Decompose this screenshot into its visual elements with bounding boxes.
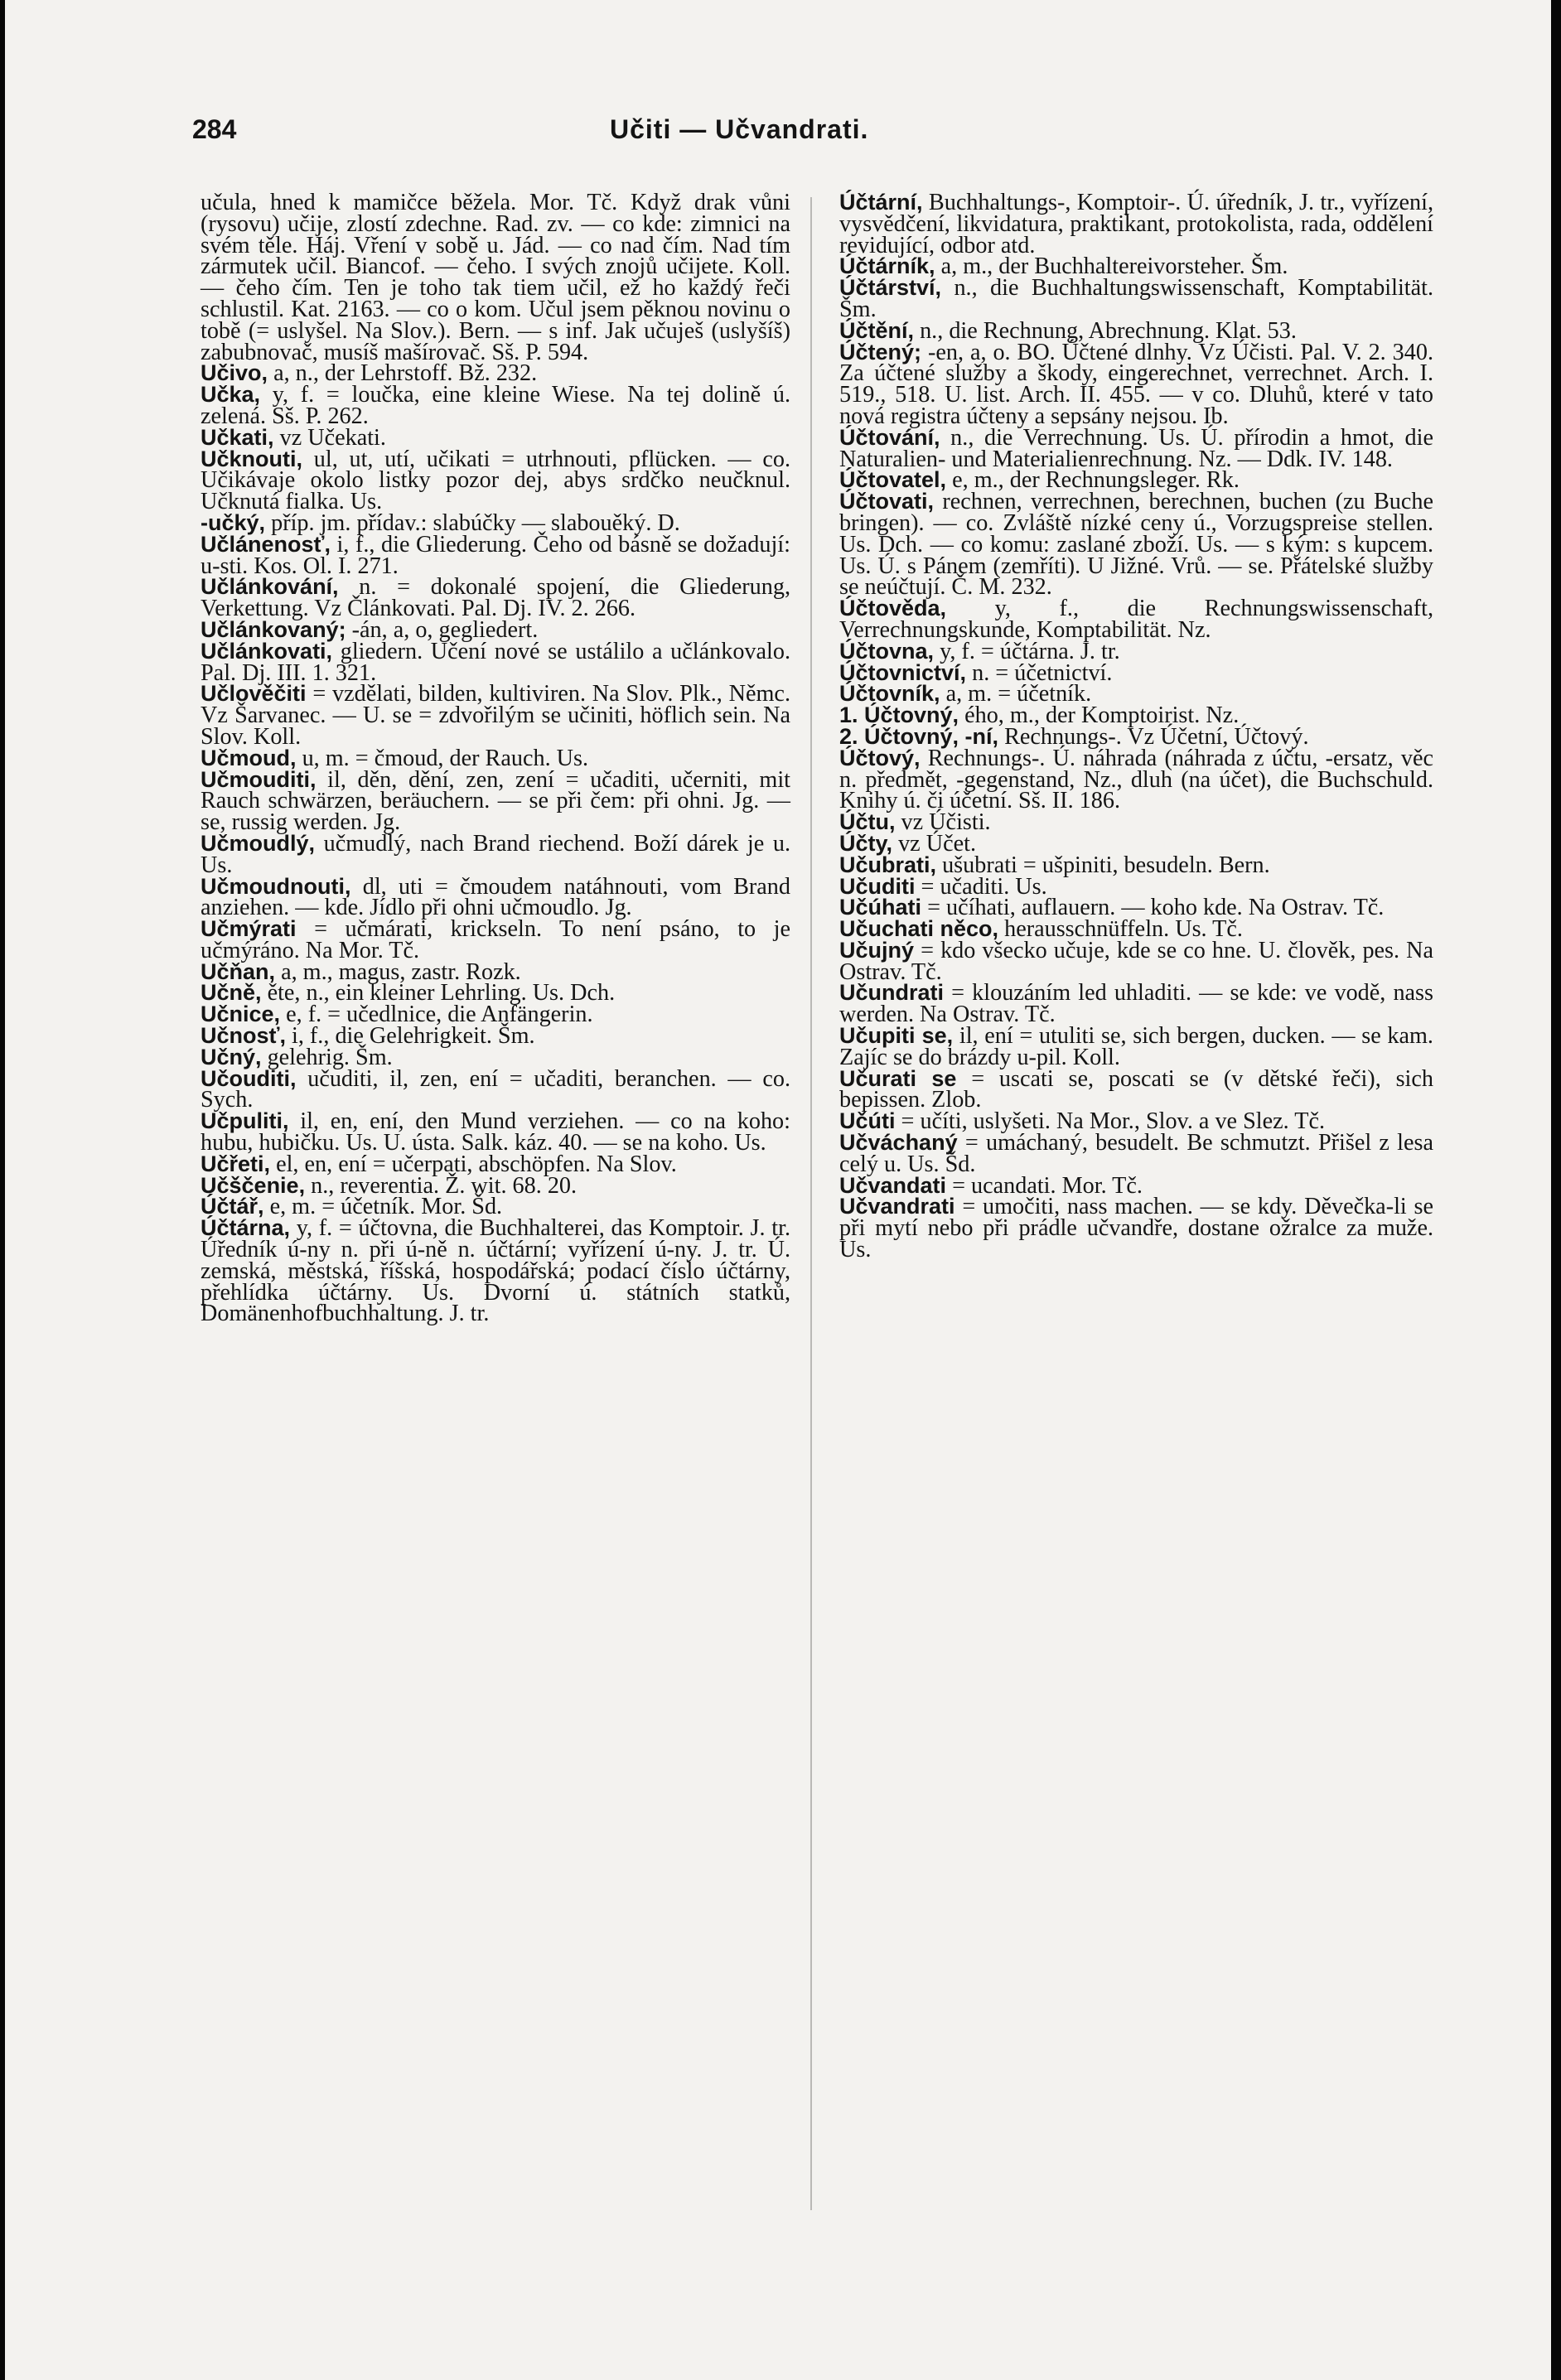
entry-headword: Účtárník, (839, 253, 935, 279)
entry-text: e, m. = účetník. Mor. Šd. (263, 1194, 503, 1220)
entry-headword: Učlánkování, (201, 574, 339, 600)
entry-headword: Učlánkovaný; (201, 616, 346, 642)
dictionary-entry (201, 681, 790, 750)
entry-text: = učíti, uslyšeti. Na Mor., Slov. a ve Slez. Tč. (895, 1108, 1326, 1135)
entry-headword: Učpuliti, (201, 1108, 289, 1134)
entry-headword: Učknouti, (201, 446, 303, 471)
dictionary-entry (839, 1132, 1433, 1176)
entry-text: učula, hned k mamičce běžela. Mor. Tč. Když drak vůni (rysovu) učije, zlostí zdechne. Rad. zv. — co kde: zimnici na svém těle. Háj. Vření v sobě u. Jád. — co nad čím. Nad tím zármutek učil. Biancof. — čeho. I svých znojů učijete. Koll. — čeho čím. Ten je toho tak tiem učil, ež ho každý řeči schlustil. Kat. 2163. — co o kom. Učul jsem pěknou novinu o tobě (= uslyšel. Na Slov.). Bern. — s inf. Jak učuješ (uslyšíš) zabubnovač, musíš mašírovač. Sš. P. 594. (201, 190, 790, 365)
entry-text: = učíhati, auflauern. — koho kde. Na Ostrav. Tč. (921, 895, 1385, 921)
dictionary-entry (201, 1065, 790, 1113)
entry-headword: -učký, (201, 509, 266, 535)
entry-text: a, m., magus, zastr. Rozk. (275, 958, 521, 985)
entry-text: i, f., die Gelehrigkeit. Šm. (285, 1023, 535, 1050)
entry-text: gliedern. Učení nové se ustálilo a učlánkovalo. Pal. Dj. III. 1. 321. (201, 638, 790, 686)
dictionary-entry (839, 424, 1433, 472)
entry-text: e, f. = učedlnice, die Anfängerin. (280, 1002, 593, 1028)
entry-text: a, m. = účetník. (940, 681, 1092, 707)
dictionary-entry (839, 937, 1433, 985)
entry-text: n., die Buchhaltungswissenschaft, Komptabilität. Šm. (839, 275, 1433, 322)
entry-headword: Účtář, (201, 1194, 264, 1219)
entry-text: herausschnüffeln. Us. Tč. (998, 916, 1243, 943)
entry-text: Rechnungs-. Ú. náhrada (náhrada z účtu, -ersatz, věc n. předmět, -gegenstand, Nz., dluh (na účet), die Buchschuld. Knihy ú. či účetní. Sš. II. 186. (839, 745, 1433, 814)
dictionary-entry (201, 638, 790, 686)
entry-headword: Učouditi, (201, 1065, 297, 1091)
entry-text: il, děn, dění, zen, zení = učaditi, učerniti, mit Rauch schwärzen, beräuchern. — se při čem: při ohni. Jg. — se, russig werden. Jg. (201, 766, 790, 836)
entry-headword: Učvandati (839, 1172, 947, 1198)
right-column (839, 192, 1433, 1261)
column-divider (810, 197, 812, 2210)
entry-headword: Učný, (201, 1044, 262, 1069)
dictionary-entry (201, 916, 790, 963)
entry-text: = učmárati, krickseln. To není psáno, to je učmýráno. Na Mor. Tč. (201, 916, 790, 963)
entry-headword: Učnosť, (201, 1023, 286, 1049)
entry-text: n., die Verrechnung. Us. Ú. přírodin a hmot, die Naturalien- und Materialienrechnung. Nz. — Ddk. IV. 148. (839, 424, 1433, 472)
entry-headword: Učivo, (201, 360, 268, 386)
entry-text: y, f. = loučka, eine kleine Wiese. Na tej dolině ú. zelená. Sš. P. 262. (201, 382, 790, 429)
entry-text: ušubrati = ušpiniti, besudeln. Bern. (936, 852, 1270, 878)
entry-headword: Učmoudlý, (201, 830, 316, 856)
entry-headword: 2. Účtovný, -ní, (839, 723, 999, 749)
entry-text: rechnen, verrechnen, berechnen, buchen (zu Buche bringen). — co. Zvláště nízké ceny ú., Vorzugspreise stellen. Us. Dch. — co komu: zaslané zboží. Us. — s kým: s kupcem. Us. Ú. s Pánem (zemříti). U Jižné. Vrů. — se. Přátelské služby se neúčtují. Č. M. 232. (839, 489, 1433, 601)
entry-headword: Učuditi (839, 873, 916, 899)
entry-headword: Učváchaný (839, 1130, 958, 1156)
entry-headword: Učkati, (201, 424, 274, 450)
entry-text: = kdo všecko učuje, kde se co hne. U. člověk, pes. Na Ostrav. Tč. (839, 937, 1433, 985)
entry-headword: Učúti (839, 1108, 896, 1134)
entry-headword: Učmoud, (201, 745, 297, 770)
entry-headword: Účtověda, (839, 596, 947, 621)
entry-text: = ucandati. Mor. Tč. (946, 1172, 1143, 1199)
entry-text: a, m., der Buchhaltereivorsteher. Šm. (935, 253, 1288, 280)
entry-text: vz Učekati. (273, 424, 386, 451)
dictionary-entry (201, 531, 790, 579)
entry-text: e, m., der Rechnungsleger. Rk. (946, 467, 1240, 494)
entry-text: učmudlý, nach Brand riechend. Boží dárek je u. Us. (201, 830, 790, 878)
dictionary-entry (201, 1215, 790, 1327)
dictionary-entry (839, 745, 1433, 814)
entry-text: příp. jm. přídav.: slabúčky — slabouěký. D. (265, 509, 680, 536)
left-column (201, 192, 790, 1325)
dictionary-page (5, 0, 1551, 2380)
entry-text: ého, m., der Komptoirist. Nz. (959, 702, 1240, 729)
dictionary-entry (839, 489, 1433, 601)
dictionary-entry (201, 384, 790, 427)
dictionary-entry (201, 766, 790, 836)
entry-headword: Účtený; (839, 339, 922, 364)
entry-text: -en, a, o. BO. Účtené dlnhy. Vz Účisti. Pal. V. 2. 340. Za účtené služby a škody, eingerechnet, verrechnet. Arch. I. 519., 518. U. list. Arch. II. 455. — v co. Dluhů, které v tato nová registra účteny a sepsány nejsou. Ib. (839, 339, 1433, 429)
entry-headword: Učlánkovati, (201, 638, 333, 664)
entry-text: il, en, ení, den Mund verziehen. — co na koho: hubu, hubičku. Us. U. ústa. Salk. káz. 40. — se na koho. Us. (201, 1108, 790, 1156)
entry-text: ěte, n., ein kleiner Lehrling. Us. Dch. (261, 980, 616, 1007)
entry-headword: Učlánenosť, (201, 531, 331, 557)
page-number: 284 (192, 114, 237, 144)
entry-headword: Učurati se (839, 1065, 957, 1091)
entry-headword: Učřeti, (201, 1151, 271, 1176)
entry-text: a, n., der Lehrstoff. Bž. 232. (268, 360, 538, 387)
entry-headword: Učujný (839, 937, 915, 963)
entry-text: dl, uti = čmoudem natáhnouti, vom Brand anziehen. — kde. Jídlo při ohni učmoudlo. Jg. (201, 873, 790, 921)
entry-headword: Učmýrati (201, 916, 297, 942)
running-title: Učiti — Učvandrati. (610, 114, 869, 144)
entry-text: = umáchaný, besudelt. Be schmutzt. Přišel z lesa celý u. Us. Šd. (839, 1130, 1433, 1177)
entry-text: vz Účet. (892, 830, 976, 857)
entry-headword: Učuchati něco, (839, 916, 999, 942)
entry-text: ul, ut, utí, učikati = utrhnouti, pflücken. — co. Učikávaje okolo listky pozor dej, abys srdčko neučknul. Učknutá fialka. Us. (201, 446, 790, 515)
entry-headword: Učmoudnouti, (201, 873, 351, 899)
entry-headword: Učúhati (839, 895, 922, 920)
entry-headword: Účtu, (839, 809, 896, 835)
entry-headword: Účtění, (839, 317, 915, 343)
entry-headword: Účty, (839, 830, 893, 856)
entry-text: u, m. = čmoud, der Rauch. Us. (296, 745, 589, 771)
entry-headword: Učupiti se, (839, 1023, 954, 1049)
entry-headword: Účtování, (839, 424, 940, 450)
entry-headword: Učmouditi, (201, 766, 317, 792)
entry-headword: Účtovník, (839, 681, 940, 707)
entry-text: n. = účetnictví. (966, 659, 1113, 686)
entry-headword: Učňan, (201, 958, 276, 984)
entry-headword: Účtový, (839, 745, 921, 770)
entry-text: = učaditi. Us. (915, 873, 1047, 900)
entry-text: = klouzáním led uhladiti. — se kde: ve vodě, nass werden. Na Ostrav. Tč. (839, 980, 1433, 1028)
entry-headword: Účtovatel, (839, 467, 947, 493)
entry-text: = uscati se, poscati se (v dětské řeči), sich bepissen. Zlob. (839, 1065, 1433, 1113)
entry-headword: Účtovna, (839, 638, 935, 664)
entry-text: il, ení = utuliti se, sich bergen, ducken. — se kam. Zajíc se do brázdy u-pil. Koll. (839, 1023, 1433, 1070)
entry-text: Buchhaltungs-, Komptoir-. Ú. úředník, J. tr., vyřízení, vysvědčení, likvidatura, praktikant, protokolista, rada, oddělení revidující, odbor atd. (839, 190, 1433, 258)
entry-text: n., die Rechnung, Abrechnung. Klat. 53. (914, 317, 1297, 344)
entry-text: y, f., die Rechnungswissenschaft, Verrechnungskunde, Komptabilität. Nz. (839, 596, 1433, 643)
dictionary-entry (201, 446, 790, 515)
dictionary-entry (839, 1065, 1433, 1113)
entry-text: vz Účisti. (895, 809, 991, 836)
entry-text: gelehrig. Šm. (261, 1044, 393, 1070)
entry-headword: Učlověčiti (201, 681, 307, 707)
entry-headword: Účtárna, (201, 1215, 291, 1241)
entry-headword: Učvandrati (839, 1194, 955, 1219)
dictionary-entry (201, 192, 790, 363)
dictionary-entry (839, 1023, 1433, 1070)
entry-headword: Účtovnictví, (839, 659, 967, 685)
entry-text: = umočiti, nass machen. — se kdy. Děvečka-li se při mytí nebo při prádle učvandře, dostane ožralce za muže. Us. (839, 1194, 1433, 1263)
dictionary-entry (839, 192, 1433, 256)
dictionary-entry (201, 830, 790, 878)
entry-text: y, f. = účtovna, die Buchhalterei, das Komptoir. J. tr. Úředník ú-ny n. při ú-ně n. účtární; vyřízení ú-ny. J. tr. Ú. zemská, městská, říšská, hospodářská; podací číslo účtárny, přehlídka účtárny. Us. Dvorní ú. státních statků, Domänenhofbuchhaltung. J. tr. (201, 1215, 790, 1327)
entry-headword: 1. Účtovný, (839, 702, 959, 728)
entry-headword: Učubrati, (839, 852, 937, 877)
entry-headword: Účtární, (839, 190, 923, 215)
entry-headword: Učnice, (201, 1002, 281, 1027)
dictionary-entry (839, 982, 1433, 1026)
entry-headword: Účtovati, (839, 489, 935, 514)
entry-text: Rechnungs-. Vz Účetní, Účtový. (998, 723, 1309, 750)
entry-text: n. = dokonalé spojení, die Gliederung, Verkettung. Vz Článkovati. Pal. Dj. IV. 2. 266. (201, 574, 790, 622)
entry-text: učuditi, il, zen, ení = učaditi, beranchen. — co. Sych. (201, 1065, 790, 1113)
entry-text: y, f. = účtárna. J. tr. (934, 638, 1120, 664)
dictionary-entry (839, 1194, 1433, 1263)
entry-text: = vzdělati, bilden, kultiviren. Na Slov. Plk., Němc. Vz Šarvanec. — U. se = zdvořilým se učiniti, höflich sein. Na Slov. Koll. (201, 681, 790, 750)
entry-headword: Učka, (201, 382, 261, 408)
page-header (5, 98, 1551, 156)
entry-text: n., reverentia. Ž. wit. 68. 20. (305, 1172, 578, 1199)
entry-text: el, en, ení = učerpati, abschöpfen. Na Slov. (270, 1151, 677, 1177)
entry-headword: Účtárství, (839, 275, 942, 301)
entry-headword: Učně, (201, 980, 262, 1006)
dictionary-entry (839, 275, 1433, 322)
entry-text: i, f., die Gliederung. Čeho od básně se dožadují: u-sti. Kos. Ol. I. 271. (201, 531, 790, 579)
dictionary-entry (201, 873, 790, 921)
entry-headword: Učundrati (839, 980, 945, 1006)
dictionary-entry (201, 574, 790, 622)
dictionary-entry (839, 598, 1433, 641)
dictionary-entry (201, 1108, 790, 1156)
entry-text: -án, a, o, gegliedert. (346, 616, 539, 643)
entry-headword: Učščenie, (201, 1172, 306, 1198)
dictionary-entry (839, 339, 1433, 429)
